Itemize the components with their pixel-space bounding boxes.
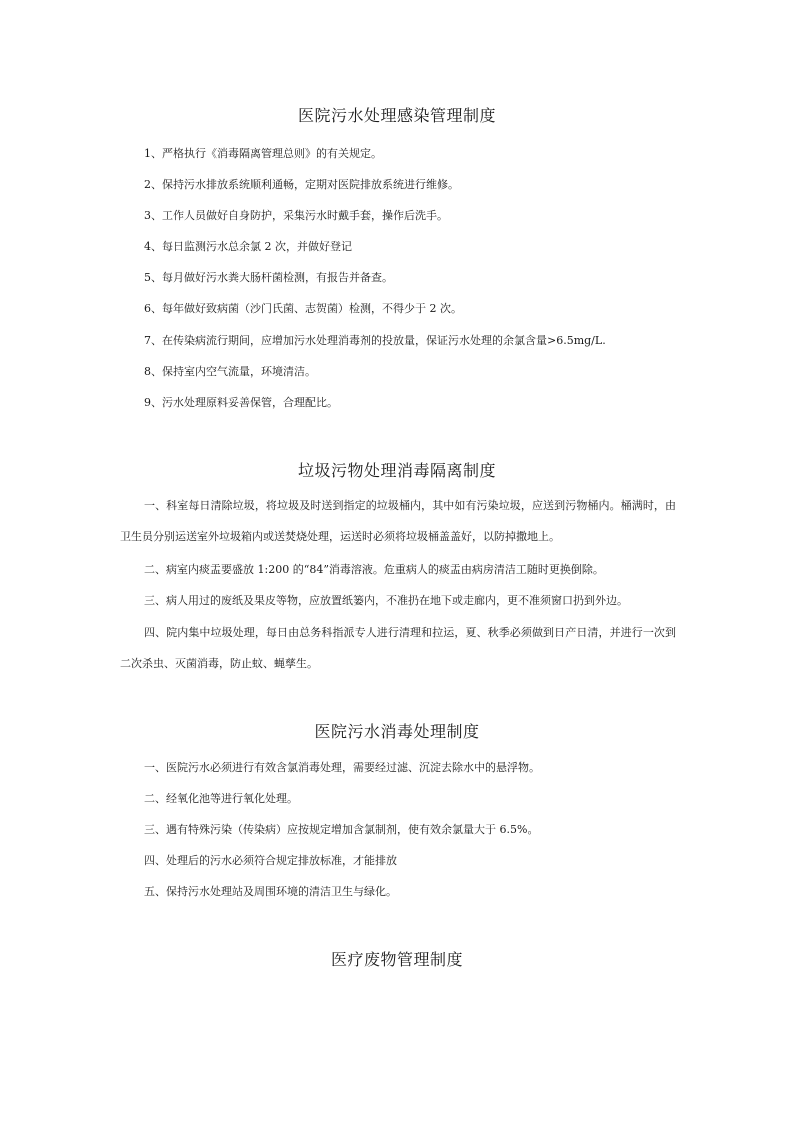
list-item: 2、保持污水排放系统顺利通畅，定期对医院排放系统进行维修。: [144, 178, 459, 191]
list-item: 一、医院污水必须进行有效含氯消毒处理，需要经过滤、沉淀去除水中的悬浮物。: [144, 761, 540, 774]
list-item: 9、污水处理原料妥善保管，合理配比。: [144, 396, 338, 409]
list-item: 三、遇有特殊污染（传染病）应按规定增加含氯制剂，使有效余氯量大于 6.5%。: [144, 823, 539, 836]
list-item: 5、每月做好污水粪大肠杆菌检测，有报告并备查。: [144, 271, 393, 284]
section-title-sewage-infection: 医院污水处理感染管理制度: [297, 106, 496, 125]
list-item: 4、每日监测污水总余氯 2 次，并做好登记: [144, 240, 352, 253]
paragraph: 一、科室每日清除垃圾，将垃圾及时送到指定的垃圾桶内，其中如有污染垃圾，应送到污物桶内。桶满时，由卫生员分别运送室外垃圾箱内或送焚烧处理，运送时必须将垃圾桶盖盖好，以防掉撒地上。: [120, 499, 676, 543]
list-item: 7、在传染病流行期间，应增加污水处理消毒剂的投放量，保证污水处理的余氯含量>6.5mg/L.: [144, 334, 606, 347]
list-item: 二、经氧化池等进行氧化处理。: [144, 792, 298, 805]
list-item: 3、工作人员做好自身防护，采集污水时戴手套，操作后洗手。: [144, 209, 448, 222]
paragraph: 三、病人用过的废纸及果皮等物，应放置纸篓内，不准扔在地下或走廊内，更不准须窗口扔到外边。: [144, 594, 628, 607]
list-item: 四、处理后的污水必须符合规定排放标准，才能排放: [144, 854, 397, 867]
paragraph: 四、院内集中垃圾处理，每日由总务科指派专人进行清理和拉运，夏、秋季必须做到日产日清，并进行一次到二次杀虫、灭菌消毒，防止蚊、蝇孳生。: [120, 626, 676, 670]
list-item: 6、每年做好致病菌（沙门氏菌、志贺菌）检测，不得少于 2 次。: [144, 302, 462, 315]
list-item: 8、保持室内空气流量，环境清洁。: [144, 365, 316, 378]
section-title-garbage-disinfection: 垃圾污物处理消毒隔离制度: [297, 461, 496, 480]
section-title-medical-waste: 医疗废物管理制度: [330, 950, 463, 969]
list-item: 五、保持污水处理站及周围环境的清洁卫生与绿化。: [144, 885, 397, 898]
section-title-sewage-disinfection: 医院污水消毒处理制度: [314, 722, 480, 741]
paragraph: 二、病室内痰盂要盛放 1:200 的“84”消毒溶液。危重病人的痰盂由病房清洁工随时更换倒除。: [144, 563, 604, 576]
list-item: 1、严格执行《消毒隔离管理总则》的有关规定。: [144, 147, 382, 160]
